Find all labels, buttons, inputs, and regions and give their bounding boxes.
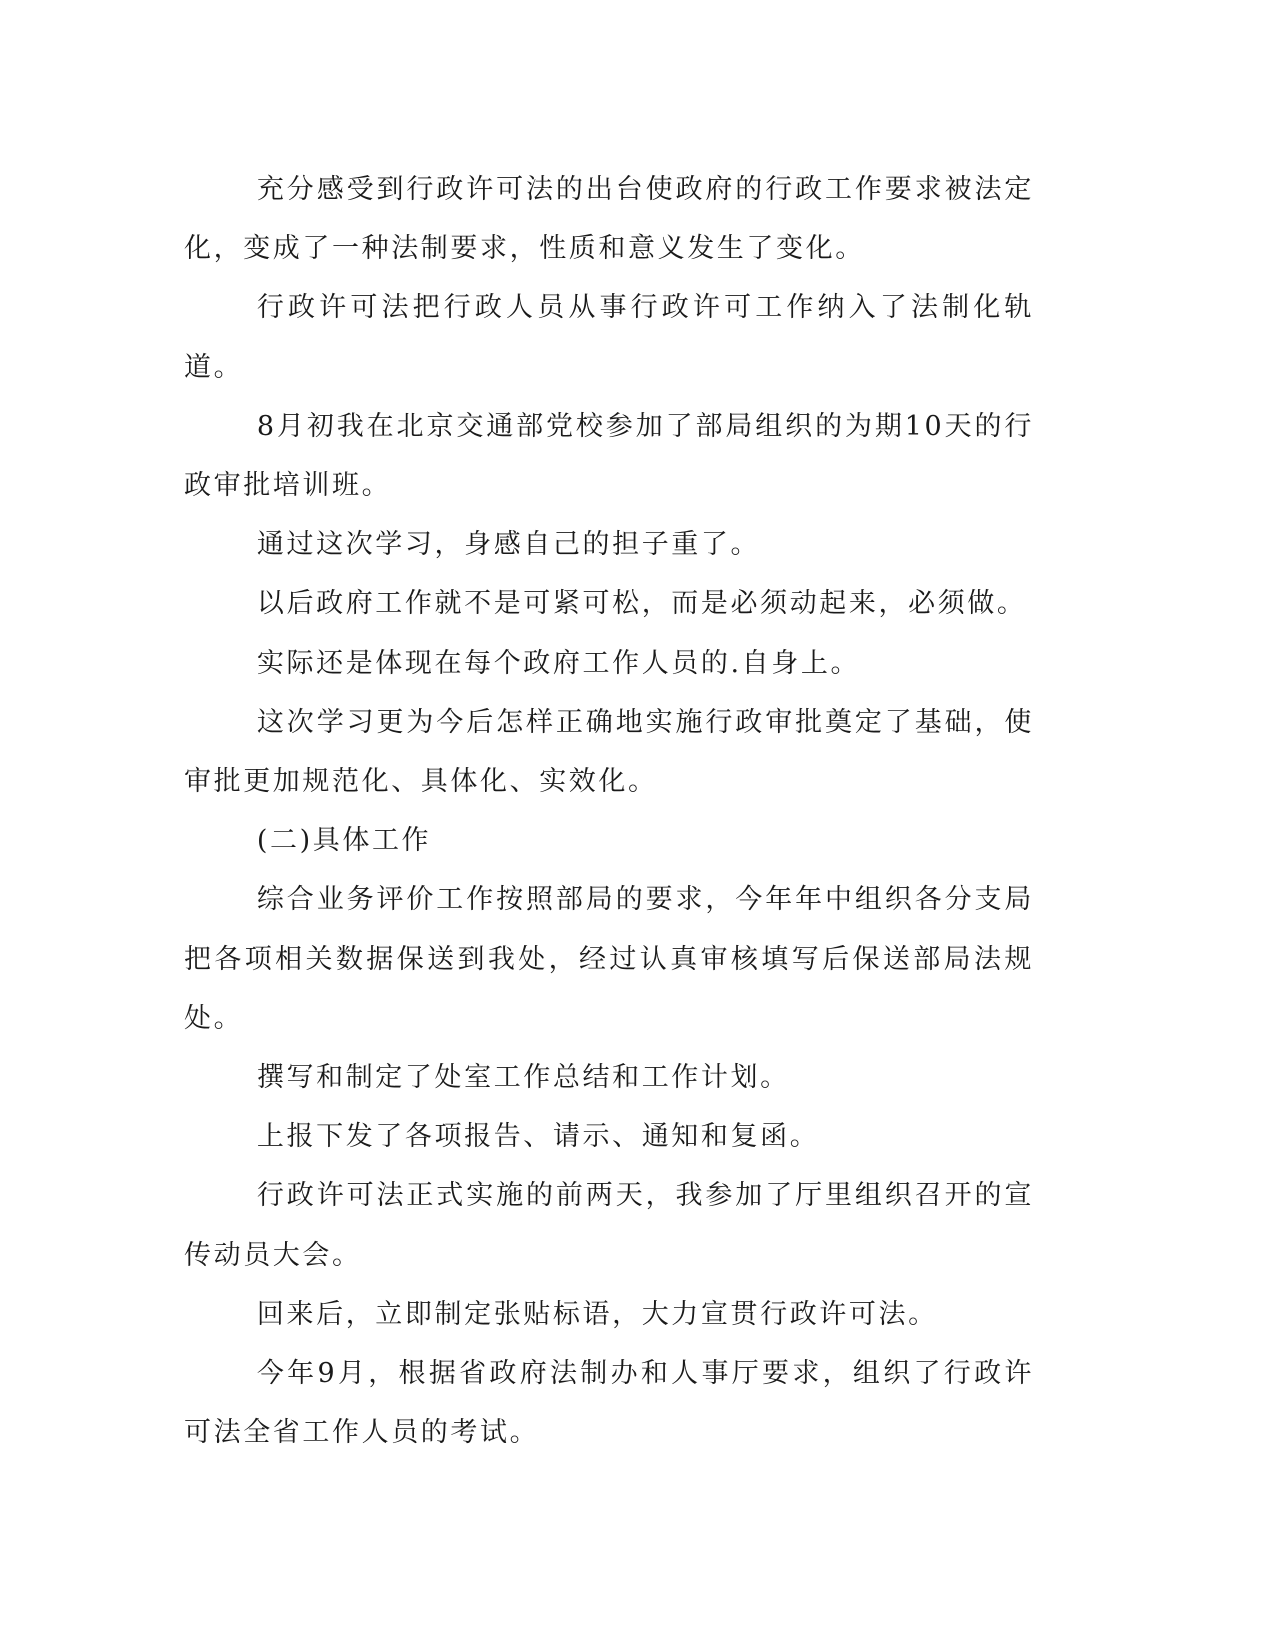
paragraph: 上报下发了各项报告、请示、通知和复函。 [256, 1121, 820, 1153]
section-heading: (二)具体工作 [256, 825, 432, 857]
paragraph: 以后政府工作就不是可紧可松，而是必须动起来，必须做。 [256, 588, 1027, 620]
paragraph: 今年9月，根据省政府法制办和人事厅要求，组织了行政许可法全省工作人员的考试。 [184, 1358, 1034, 1449]
paragraph: 8月初我在北京交通部党校参加了部局组织的为期10天的行政审批培训班。 [184, 410, 1034, 502]
paragraph: 实际还是体现在每个政府工作人员的.自身上。 [256, 647, 861, 679]
paragraph: 通过这次学习，身感自己的担子重了。 [256, 529, 761, 561]
paragraph: 行政许可法把行政人员从事行政许可工作纳入了法制化轨道。 [184, 292, 1034, 383]
paragraph: 充分感受到行政许可法的出台使政府的行政工作要求被法定化，变成了一种法制要求，性质和意义发生了变化。 [184, 174, 1034, 265]
document-body [184, 160, 1034, 1462]
paragraph: 这次学习更为今后怎样正确地实施行政审批奠定了基础，使审批更加规范化、具体化、实效化。 [184, 706, 1034, 798]
paragraph: 行政许可法正式实施的前两天，我参加了厅里组织召开的宣传动员大会。 [184, 1180, 1034, 1271]
paragraph: 综合业务评价工作按照部局的要求，今年年中组织各分支局把各项相关数据保送到我处，经过认真审核填写后保送部局法规处。 [184, 884, 1034, 1034]
paragraph: 撰写和制定了处室工作总结和工作计划。 [256, 1062, 790, 1094]
paragraph: 回来后，立即制定张贴标语，大力宣贯行政许可法。 [256, 1298, 938, 1330]
